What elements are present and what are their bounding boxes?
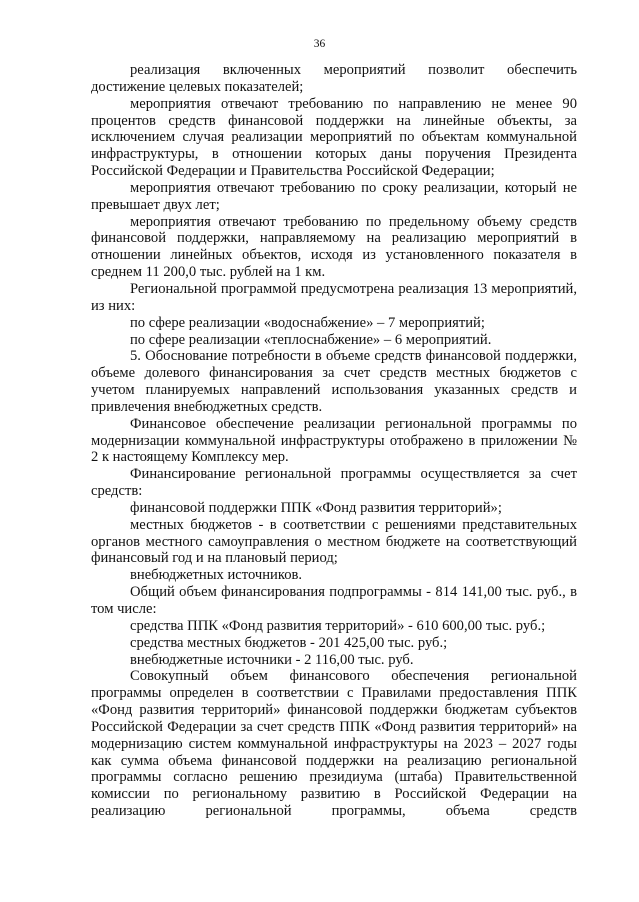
paragraph-18: Совокупный объем финансового обеспечения региональной программы определен в соответствии с Правилами предоставления ППК «Фонд развития территорий» финансовой поддержки бюджетам субъектов Российской Федерации за счет средств ППК «Фонд развития территорий» на модернизацию систем коммунальной инфраструктуры на 2023 – 2027 годы как сумма объема финансовой поддержки на реализацию региональной программы согласно решению президиума (штаба) Правительственной комиссии по региональному развитию в Российской Федерации на реализацию региональной программы, объема средств [91,668,577,820]
paragraph-1: реализация включенных мероприятий позволит обеспечить достижение целевых показателей; [91,62,577,95]
paragraph-9: Финансовое обеспечение реализации региональной программы по модернизации коммунальной инфраструктуры отображено в приложении № 2 к настоящему Комплексу мер. [91,415,577,466]
paragraph-8: 5. Обоснование потребности в объеме средств финансовой поддержки, объеме долевого финансирования за счет средств местных бюджетов с учетом планируемых направлений использования указанных средств и привлечения внебюджетных средств. [91,348,577,415]
paragraph-4: мероприятия отвечают требованию по предельному объему средств финансовой поддержки, направляемому на реализацию мероприятий в отношении линейных объектов, исходя из установленного показателя в среднем 11 200,0 тыс. рублей на 1 км. [91,213,577,281]
paragraph-14: Общий объем финансирования подпрограммы - 814 141,00 тыс. руб., в том числе: [91,584,577,617]
paragraph-12: местных бюджетов - в соответствии с решениями представительных органов местного самоуправления о местном бюджете на соответствующий финансовый год и на плановый период; [91,516,577,567]
paragraph-16: средства местных бюджетов - 201 425,00 тыс. руб.; [130,634,448,651]
document-body [91,62,577,820]
paragraph-10: Финансирование региональной программы осуществляется за счет средств: [91,466,577,500]
paragraph-2: мероприятия отвечают требованию по направлению не менее 90 процентов средств финансовой поддержки на линейные объекты, за исключением случая реализации мероприятий по объектам коммунальной инфраструктуры, в отношении которых даны поручения Президента Российской Федерации и Правительства Российской Федерации; [91,95,577,180]
paragraph-11: финансовой поддержки ППК «Фонд развития территорий»; [130,499,502,516]
paragraph-15: средства ППК «Фонд развития территорий» - 610 600,00 тыс. руб.; [130,617,546,634]
paragraph-17: внебюджетные источники - 2 116,00 тыс. руб. [130,651,414,668]
paragraph-13: внебюджетных источников. [130,567,303,584]
paragraph-7: по сфере реализации «теплоснабжение» – 6 мероприятий. [130,331,492,348]
paragraph-3: мероприятия отвечают требованию по сроку реализации, который не превышает двух лет; [91,179,577,213]
paragraph-6: по сфере реализации «водоснабжение» – 7 мероприятий; [130,314,485,331]
page-number: 36 [313,38,326,50]
paragraph-5: Региональной программой предусмотрена реализация 13 мероприятий, из них: [91,280,577,314]
